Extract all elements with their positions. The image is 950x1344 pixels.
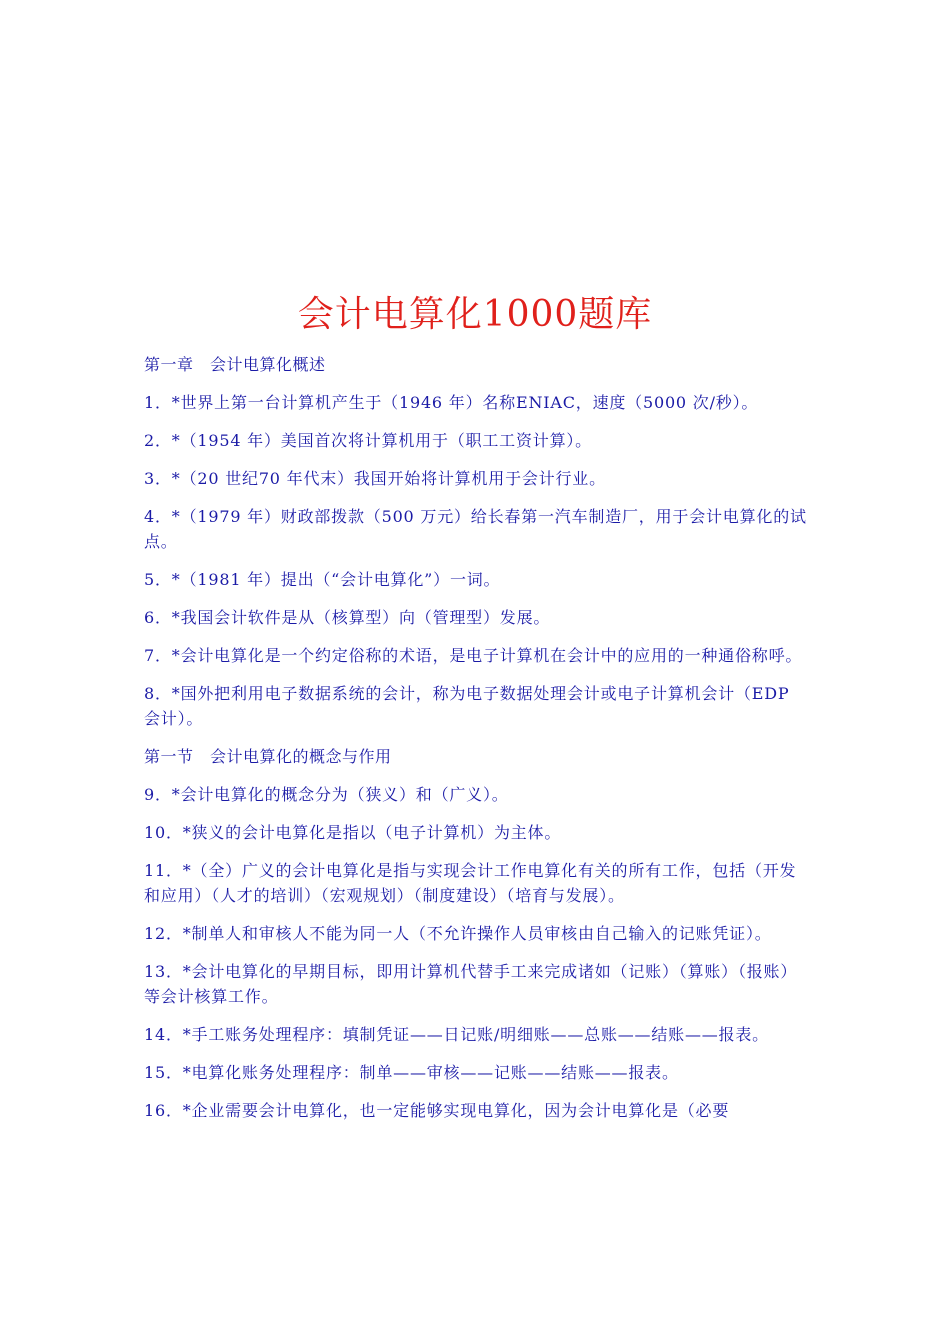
question-item-7: 7．*会计电算化是一个约定俗称的术语，是电子计算机在会计中的应用的一种通俗称呼。 xyxy=(144,646,803,665)
question-item-15: 15．*电算化账务处理程序：制单——审核——记账——结账——报表。 xyxy=(144,1063,679,1082)
question-item-2: 2．*（1954 年）美国首次将计算机用于（职工工资计算）。 xyxy=(144,431,592,450)
question-item-13: 13．*会计电算化的早期目标，即用计算机代替手工来完成诸如（记账）（算账）（报账）等会计核算工作。 xyxy=(144,962,798,1006)
document-title: 会计电算化1000题库 xyxy=(297,294,653,335)
question-item-1: 1．*世界上第一台计算机产生于（1946 年）名称ENIAC，速度（5000 次/秒）。 xyxy=(144,393,759,412)
document-body xyxy=(144,352,810,1136)
question-item-9: 9．*会计电算化的概念分为（狭义）和（广义）。 xyxy=(144,785,509,804)
section-heading: 第一节 会计电算化的概念与作用 xyxy=(144,747,392,766)
question-item-11: 11．*（全）广义的会计电算化是指与实现会计工作电算化有关的所有工作，包括（开发和应用）（人才的培训）（宏观规划）（制度建设）（培育与发展）。 xyxy=(144,861,797,905)
question-item-4: 4．*（1979 年）财政部拨款（500 万元）给长春第一汽车制造厂，用于会计电算化的试点。 xyxy=(144,507,807,551)
question-item-14: 14．*手工账务处理程序：填制凭证——日记账/明细账——总账——结账——报表。 xyxy=(144,1025,769,1044)
question-item-10: 10．*狭义的会计电算化是指以（电子计算机）为主体。 xyxy=(144,823,562,842)
question-item-16: 16．*企业需要会计电算化，也一定能够实现电算化，因为会计电算化是（必要 xyxy=(144,1101,730,1120)
question-item-3: 3．*（20 世纪70 年代末）我国开始将计算机用于会计行业。 xyxy=(144,469,606,488)
question-item-6: 6．*我国会计软件是从（核算型）向（管理型）发展。 xyxy=(144,608,551,627)
chapter-heading: 第一章 会计电算化概述 xyxy=(144,355,326,374)
question-item-5: 5．*（1981 年）提出（“会计电算化”）一词。 xyxy=(144,570,501,589)
question-item-12: 12．*制单人和审核人不能为同一人（不允许操作人员审核由自己输入的记账凭证）。 xyxy=(144,924,772,943)
question-item-8: 8．*国外把利用电子数据系统的会计，称为电子数据处理会计或电子计算机会计（EDP 会计）。 xyxy=(144,684,790,728)
